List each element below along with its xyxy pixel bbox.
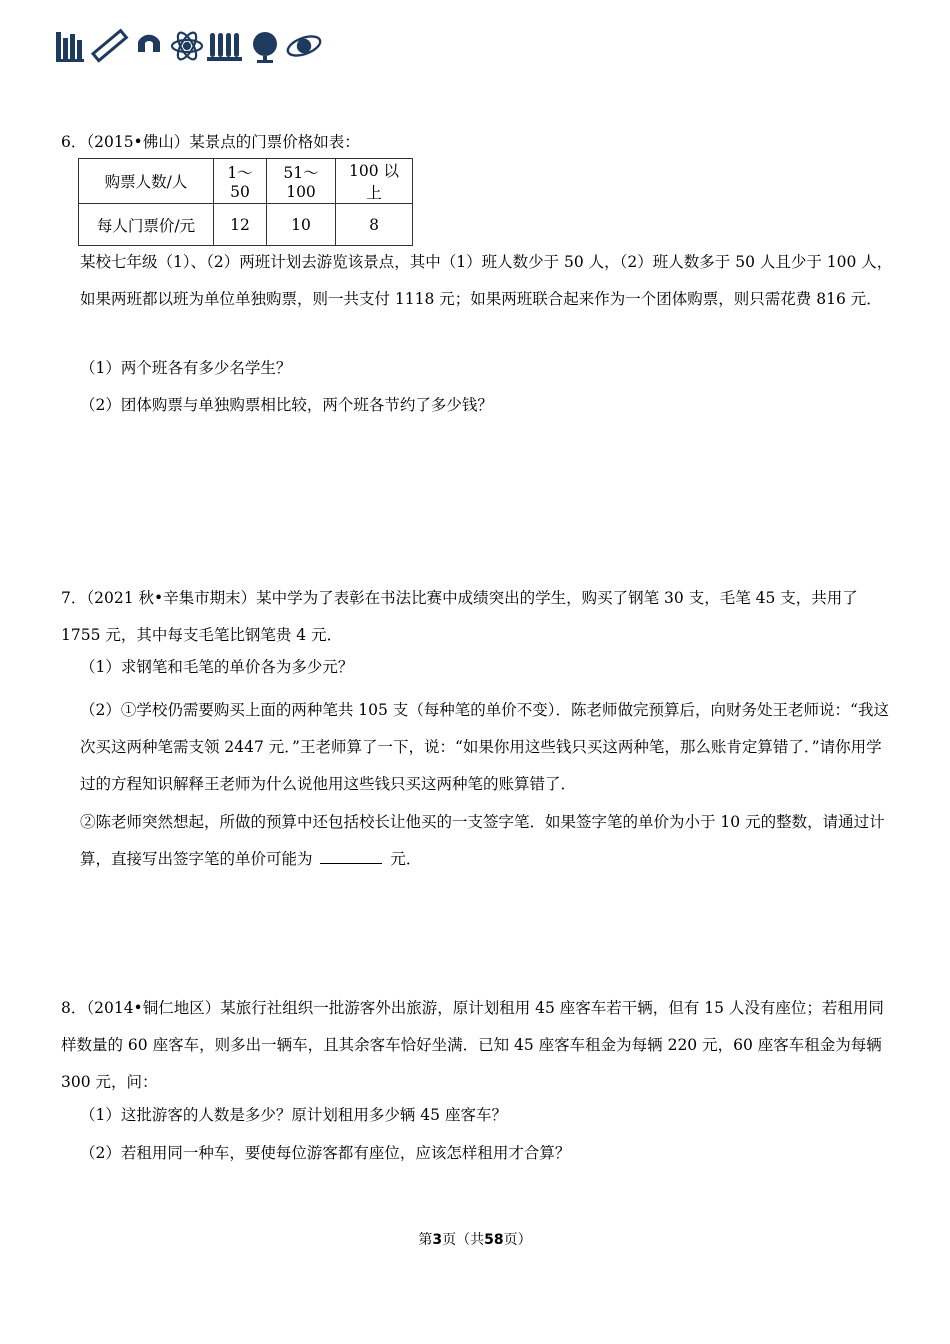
q6-sub2: （2）团体购票与单独购票相比较，两个班各节约了多少钱？ xyxy=(80,396,493,414)
page-total: 58 xyxy=(484,1232,504,1248)
q7-sub3 xyxy=(80,804,895,878)
table-cell: 购票人数/人 xyxy=(79,159,214,204)
q7-sub3-unit: 元． xyxy=(390,850,422,868)
globe-icon xyxy=(253,32,277,63)
q7-title: 7．（2021 秋•辛集市期末）某中学为了表彰在书法比赛中成绩突出的学生，购买了钢笔 30 支，毛笔 45 支，共用了 1755 元，其中每支毛笔比钢笔贵 4 元． xyxy=(61,589,858,644)
table-cell: 8 xyxy=(336,204,413,246)
table-row xyxy=(79,204,413,246)
answer-blank xyxy=(320,847,382,864)
q6-body: 某校七年级（1）、（2）两班计划去游览该景点，其中（1）班人数少于 50 人，（2）班人数多于 50 人且少于 100 人，如果两班都以班为单位单独购票，则一共支付 1118 元；如果两班联合起来作为一个团体购票，则只需花费 816 元． xyxy=(80,253,893,308)
table-cell: 10 xyxy=(267,204,336,246)
q6-sub1: （1）两个班各有多少名学生？ xyxy=(80,359,292,377)
books-icon xyxy=(56,32,84,62)
page-number: 3 xyxy=(432,1232,443,1248)
ruler-icon xyxy=(93,31,126,61)
page-footer xyxy=(0,1229,950,1249)
q6-title: 6．（2015•佛山）某景点的门票价格如表： xyxy=(61,133,360,151)
q8-title: 8．（2014•铜仁地区）某旅行社组织一批游客外出旅游，原计划租用 45 座客车若干辆，但有 15 人没有座位；若租用同样数量的 60 座客车，则多出一辆车，且其余客车恰好坐满．已知 45 座客车租金为每辆 220 元，60 座客车租金为每辆 300 元，问： xyxy=(61,999,884,1091)
footer-mid: 页（共 xyxy=(442,1232,485,1248)
table-cell: 51～100 xyxy=(267,159,336,204)
table-row xyxy=(79,159,413,204)
test-tubes-icon xyxy=(207,33,242,61)
atom-icon xyxy=(172,30,202,62)
q7-sub3-text: ②陈老师突然想起，所做的预算中还包括校长让他买的一支签字笔．如果签字笔的单价为小于 10 元的整数，请通过计算，直接写出签字笔的单价可能为 xyxy=(80,813,885,868)
header-icon-strip xyxy=(56,28,326,64)
planet-icon xyxy=(285,33,322,60)
table-cell: 1～50 xyxy=(214,159,267,204)
footer-post: 页） xyxy=(503,1232,532,1248)
table-cell: 每人门票价/元 xyxy=(79,204,214,246)
table-cell: 100 以上 xyxy=(336,159,413,204)
q7-sub1: （1）求钢笔和毛笔的单价各为多少元？ xyxy=(80,658,354,676)
ticket-price-table xyxy=(78,158,413,246)
q8-sub2: （2）若租用同一种车，要使每位游客都有座位，应该怎样租用才合算？ xyxy=(80,1144,571,1162)
magnet-icon xyxy=(138,35,160,52)
table-cell: 12 xyxy=(214,204,267,246)
q8-sub1: （1）这批游客的人数是多少？原计划租用多少辆 45 座客车？ xyxy=(80,1106,507,1124)
q7-sub2: （2）①学校仍需要购买上面的两种笔共 105 支（每种笔的单价不变）．陈老师做完预算后，向财务处王老师说：“我这次买这两种笔需支领 2447 元．”王老师算了一下，说：“如果你用这些钱只买这两种笔，那么账肯定算错了．”请你用学过的方程知识解释王老师为什么说他用这些钱只买这两种笔的账算错了． xyxy=(80,701,889,793)
footer-pre: 第 xyxy=(418,1232,433,1248)
